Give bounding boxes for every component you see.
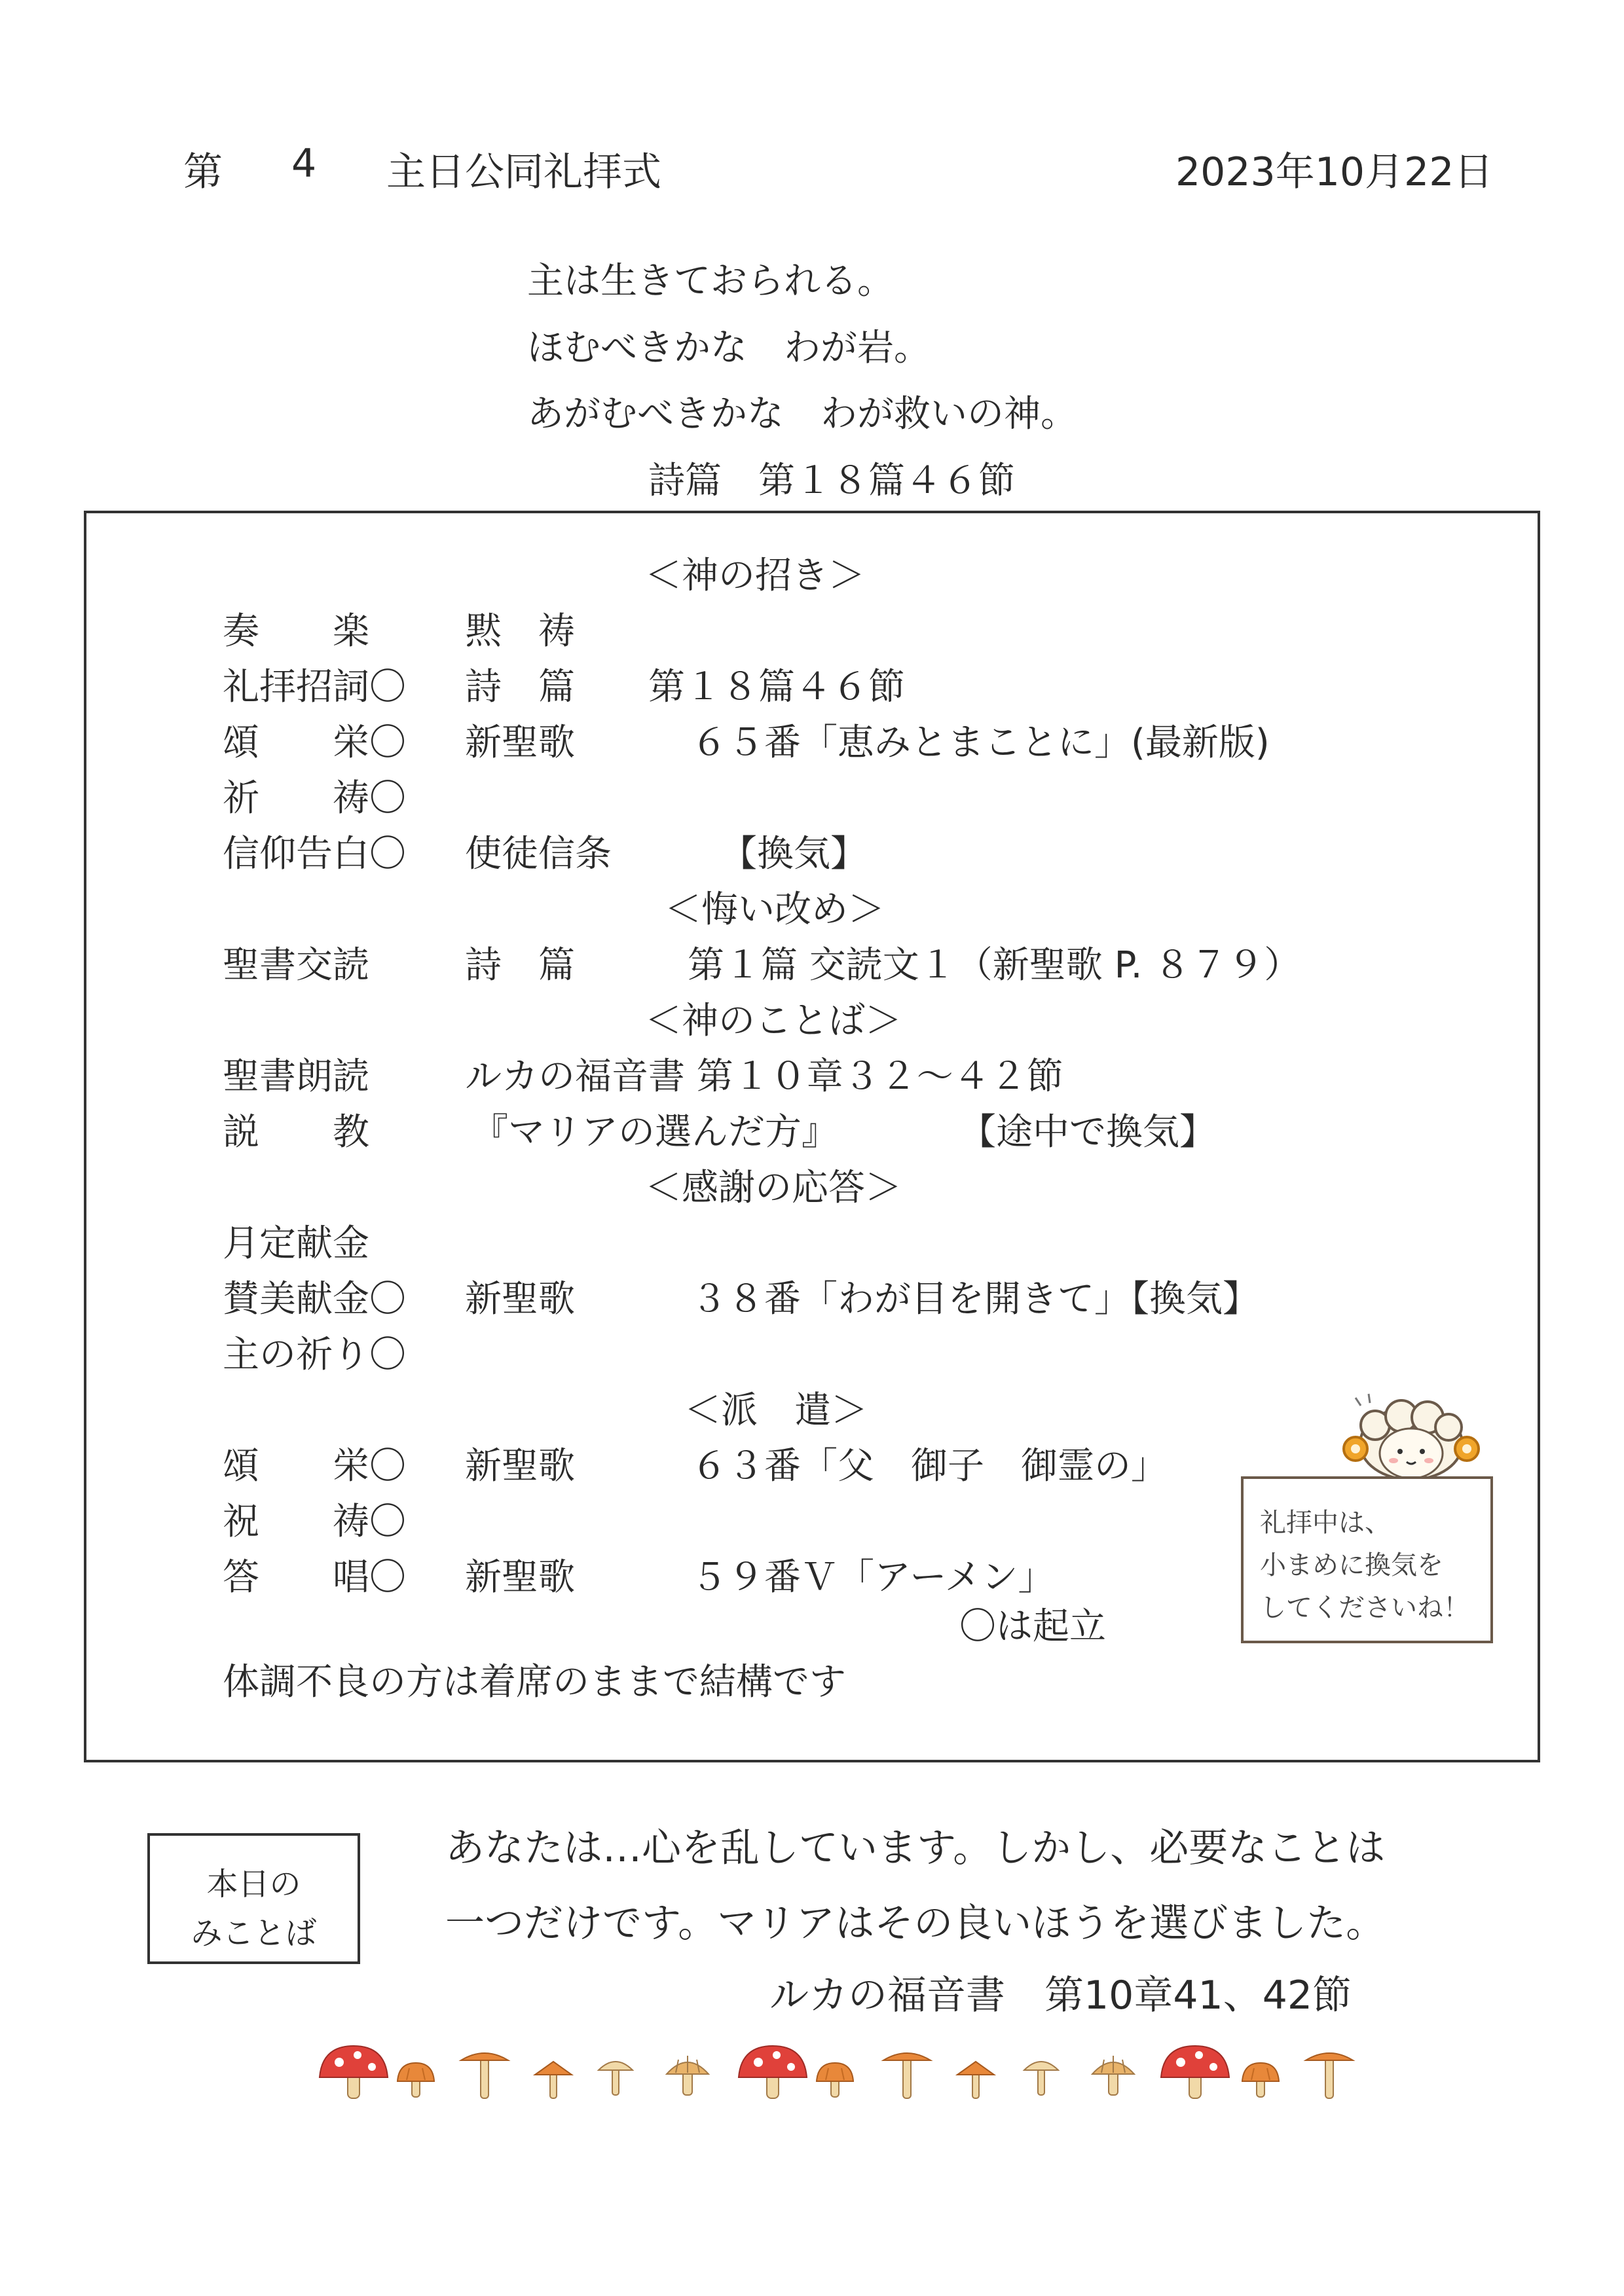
standing-note: 〇は起立 [959,1605,1106,1648]
ventilation-note-line: 礼拝中は、 [1260,1508,1391,1538]
service-title: 主日公同礼拝式 [386,149,661,195]
program-row-detail: 新聖歌 [465,1556,575,1599]
program-row-detail: 黙 祷 [465,610,575,653]
section-heading: ＜派 遣＞ [684,1389,868,1432]
program-row-detail: 詩 篇 [465,666,575,708]
program-row-label: 礼拝招詞〇 [223,666,406,708]
opening-verse-line: ほむべきかな わが岩。 [527,327,931,369]
program-row-label: 奏 楽 [223,610,369,653]
program-row-detail: 詩 篇 [465,944,575,987]
program-row-label: 聖書朗読 [223,1055,369,1098]
sheep-icon [1336,1391,1486,1483]
ventilation-note-box [1241,1476,1493,1643]
section-heading: ＜神の招き＞ [645,555,865,597]
todays-word-line: あなたは…心を乱しています。しかし、必要なことは [445,1825,1386,1871]
program-row-label: 祈 祷〇 [223,777,406,820]
todays-word-label-box [147,1833,360,1964]
program-row-label: 主の祈り〇 [223,1334,406,1376]
program-row-detail: 使徒信条 [465,833,612,875]
program-row-label: 信仰告白〇 [223,833,406,875]
program-row-extra: 第１８篇４６節 [648,666,905,708]
program-row-detail: 『マリアの選んだ方』 [471,1111,838,1154]
program-row-extra: ６３番「父 御子 御霊の」 [691,1445,1168,1487]
program-row-extra: 【途中で換気】 [959,1111,1216,1154]
mushroom-border [314,2033,1375,2111]
program-row-label: 月定献金 [223,1222,369,1265]
program-row-label: 頌 栄〇 [223,1445,406,1487]
program-row-detail: ルカの福音書 第１０章３２～４２節 [465,1055,1063,1098]
section-heading: ＜神のことば＞ [645,1000,902,1042]
program-row-label: 祝 祷〇 [223,1501,406,1543]
program-row-label: 答 唱〇 [223,1556,406,1599]
program-row-label: 頌 栄〇 [223,721,406,764]
program-row-extra: 第１篇 交読文１（新聖歌 P. ８７９） [688,944,1301,987]
opening-verse-line: 主は生きておられる。 [527,260,894,302]
program-row-extra: ３８番「わが目を開きて」【換気】 [691,1278,1259,1321]
program-row-label: 賛美献金〇 [223,1278,406,1321]
service-number: 4 [291,141,317,187]
ventilation-note-line: 小まめに換気を [1260,1550,1443,1580]
service-date: 2023年10月22日 [1175,149,1494,195]
todays-word-label: 本日の [206,1866,301,1903]
section-heading: ＜感謝の応答＞ [645,1167,902,1209]
opening-verse-line: あがむべきかな わが救いの神。 [527,393,1077,435]
program-row-extra: ５９番Ｖ「アーメン」 [691,1556,1055,1599]
section-heading: ＜悔い改め＞ [665,888,885,931]
opening-verse-reference: 詩篇 第１８篇４６節 [648,460,1015,502]
program-row-detail: 新聖歌 [465,1445,575,1487]
service-prefix: 第 [183,149,223,195]
program-row-label: 聖書交読 [223,944,369,987]
program-row-detail: 新聖歌 [465,1278,575,1321]
program-row-detail: 新聖歌 [465,721,575,764]
todays-word-label: みことば [191,1915,317,1952]
todays-word-line: 一つだけです。マリアはその良いほうを選びました。 [445,1901,1386,1946]
health-note: 体調不良の方は着席のままで結構です [223,1661,846,1704]
todays-word-reference: ルカの福音書 第10章41、42節 [769,1973,1352,2018]
program-row-extra: ６５番「恵みとまことに」(最新版) [691,721,1270,764]
program-row-label: 説 教 [223,1111,369,1154]
program-row-extra: 【換気】 [720,833,867,875]
ventilation-note-line: してくださいね！ [1260,1593,1469,1623]
